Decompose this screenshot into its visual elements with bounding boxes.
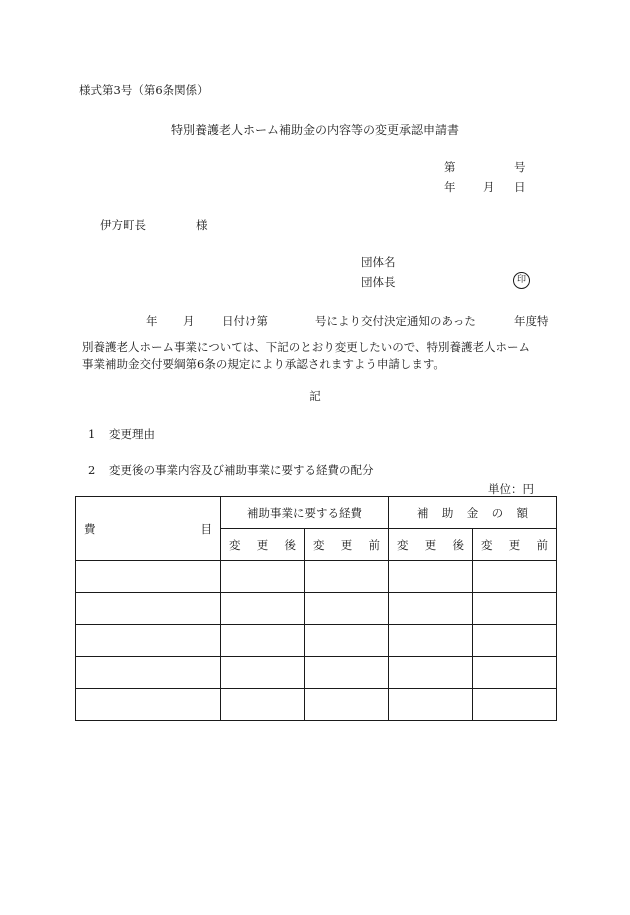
table-cell: [76, 625, 221, 657]
doc-number-prefix: 第: [444, 160, 456, 174]
body-month: 月: [183, 314, 195, 328]
date-month: 月: [483, 180, 495, 194]
subheader-char: 変: [229, 537, 241, 552]
table-cell: [221, 593, 305, 625]
doc-number-suffix: 号: [514, 160, 526, 174]
item-2-text: 変更後の事業内容及び補助事業に要する経費の配分: [108, 463, 374, 477]
subheader-char: 変: [481, 537, 493, 552]
header-expense-before: [305, 529, 389, 561]
subheader-char: 後: [452, 537, 464, 552]
table-cell: [221, 689, 305, 721]
table-row: [76, 625, 557, 657]
table-header-row: [76, 497, 557, 529]
header-subsidy-char: 補: [417, 505, 429, 520]
table-cell: [305, 593, 389, 625]
table-cell: [473, 625, 557, 657]
org-name-label: 団体名: [361, 255, 396, 269]
body-year: 年: [146, 314, 158, 328]
table-row: [76, 689, 557, 721]
table-row: [76, 561, 557, 593]
body-line-2: 別養護老人ホーム事業については、下記のとおり変更したいので、特別養護老人ホーム: [82, 340, 531, 354]
body-notice: 号により交付決定通知のあった: [315, 314, 476, 328]
subheader-char: 更: [340, 537, 353, 552]
header-expense-after: [221, 529, 305, 561]
document-title: 特別養護老人ホーム補助金の内容等の変更承認申請書: [170, 123, 459, 137]
table-cell: [473, 657, 557, 689]
table-cell: [76, 689, 221, 721]
item-2-number: 2: [88, 463, 96, 477]
header-cost-item: [76, 497, 221, 561]
addressee-name: 伊方町長: [100, 218, 146, 232]
subheader-char: 前: [368, 537, 380, 552]
header-subsidy-char: の: [491, 505, 504, 520]
table-cell: [305, 561, 389, 593]
table-cell: [305, 625, 389, 657]
table-cell: [473, 689, 557, 721]
table-cell: [389, 593, 473, 625]
header-subsidy-char: 金: [466, 505, 479, 520]
application-body: [82, 312, 562, 375]
body-line-1: [82, 312, 562, 333]
header-subsidy-amount: [389, 497, 557, 529]
table-cell: [221, 561, 305, 593]
table-cell: [221, 657, 305, 689]
item-2: [88, 465, 373, 477]
table-cell: [389, 561, 473, 593]
table-cell: [76, 593, 221, 625]
table-cell: [389, 625, 473, 657]
body-line-3: 事業補助金交付要綱第6条の規定により承認されますよう申請します。: [82, 357, 445, 371]
table-cell: [76, 657, 221, 689]
subheader-char: 変: [313, 537, 325, 552]
table-cell: [473, 561, 557, 593]
item-1-text: 変更理由: [108, 427, 155, 441]
item-1: [88, 429, 155, 441]
subheader-char: 変: [397, 537, 409, 552]
table-cell: [389, 657, 473, 689]
table-row: [76, 657, 557, 689]
header-subsidy-char: 助: [441, 505, 454, 520]
date-day: 日: [514, 180, 526, 194]
header-subsidy-after: [389, 529, 473, 561]
body-dated: 日付け第: [222, 314, 268, 328]
table-cell: [305, 689, 389, 721]
table-cell: [473, 593, 557, 625]
table-cell: [76, 561, 221, 593]
org-head-label: 団体長: [361, 275, 396, 289]
header-cost-item-right: 目: [200, 521, 212, 536]
unit-label: 単位：円: [488, 482, 534, 496]
table-row: [76, 593, 557, 625]
table-cell: [305, 657, 389, 689]
addressee-honorific: 様: [196, 218, 208, 232]
header-subsidy-before: [473, 529, 557, 561]
header-cost-item-left: 費: [84, 521, 96, 536]
item-1-number: 1: [88, 427, 96, 441]
subheader-char: 更: [256, 537, 269, 552]
table-cell: [389, 689, 473, 721]
subheader-char: 後: [284, 537, 296, 552]
header-subsidized-expenses: 補助事業に要する経費: [221, 497, 389, 529]
subheader-char: 前: [536, 537, 548, 552]
budget-table: [75, 496, 557, 721]
table-cell: [221, 625, 305, 657]
subheader-char: 更: [508, 537, 521, 552]
seal-mark: 印: [513, 272, 530, 289]
date-year: 年: [444, 180, 456, 194]
body-fiscal-year: 年度特: [514, 314, 549, 328]
ki-heading: 記: [309, 389, 321, 403]
form-number: 様式第3号（第6条関係）: [79, 83, 209, 97]
header-subsidy-char: 額: [516, 505, 528, 520]
subheader-char: 更: [424, 537, 437, 552]
